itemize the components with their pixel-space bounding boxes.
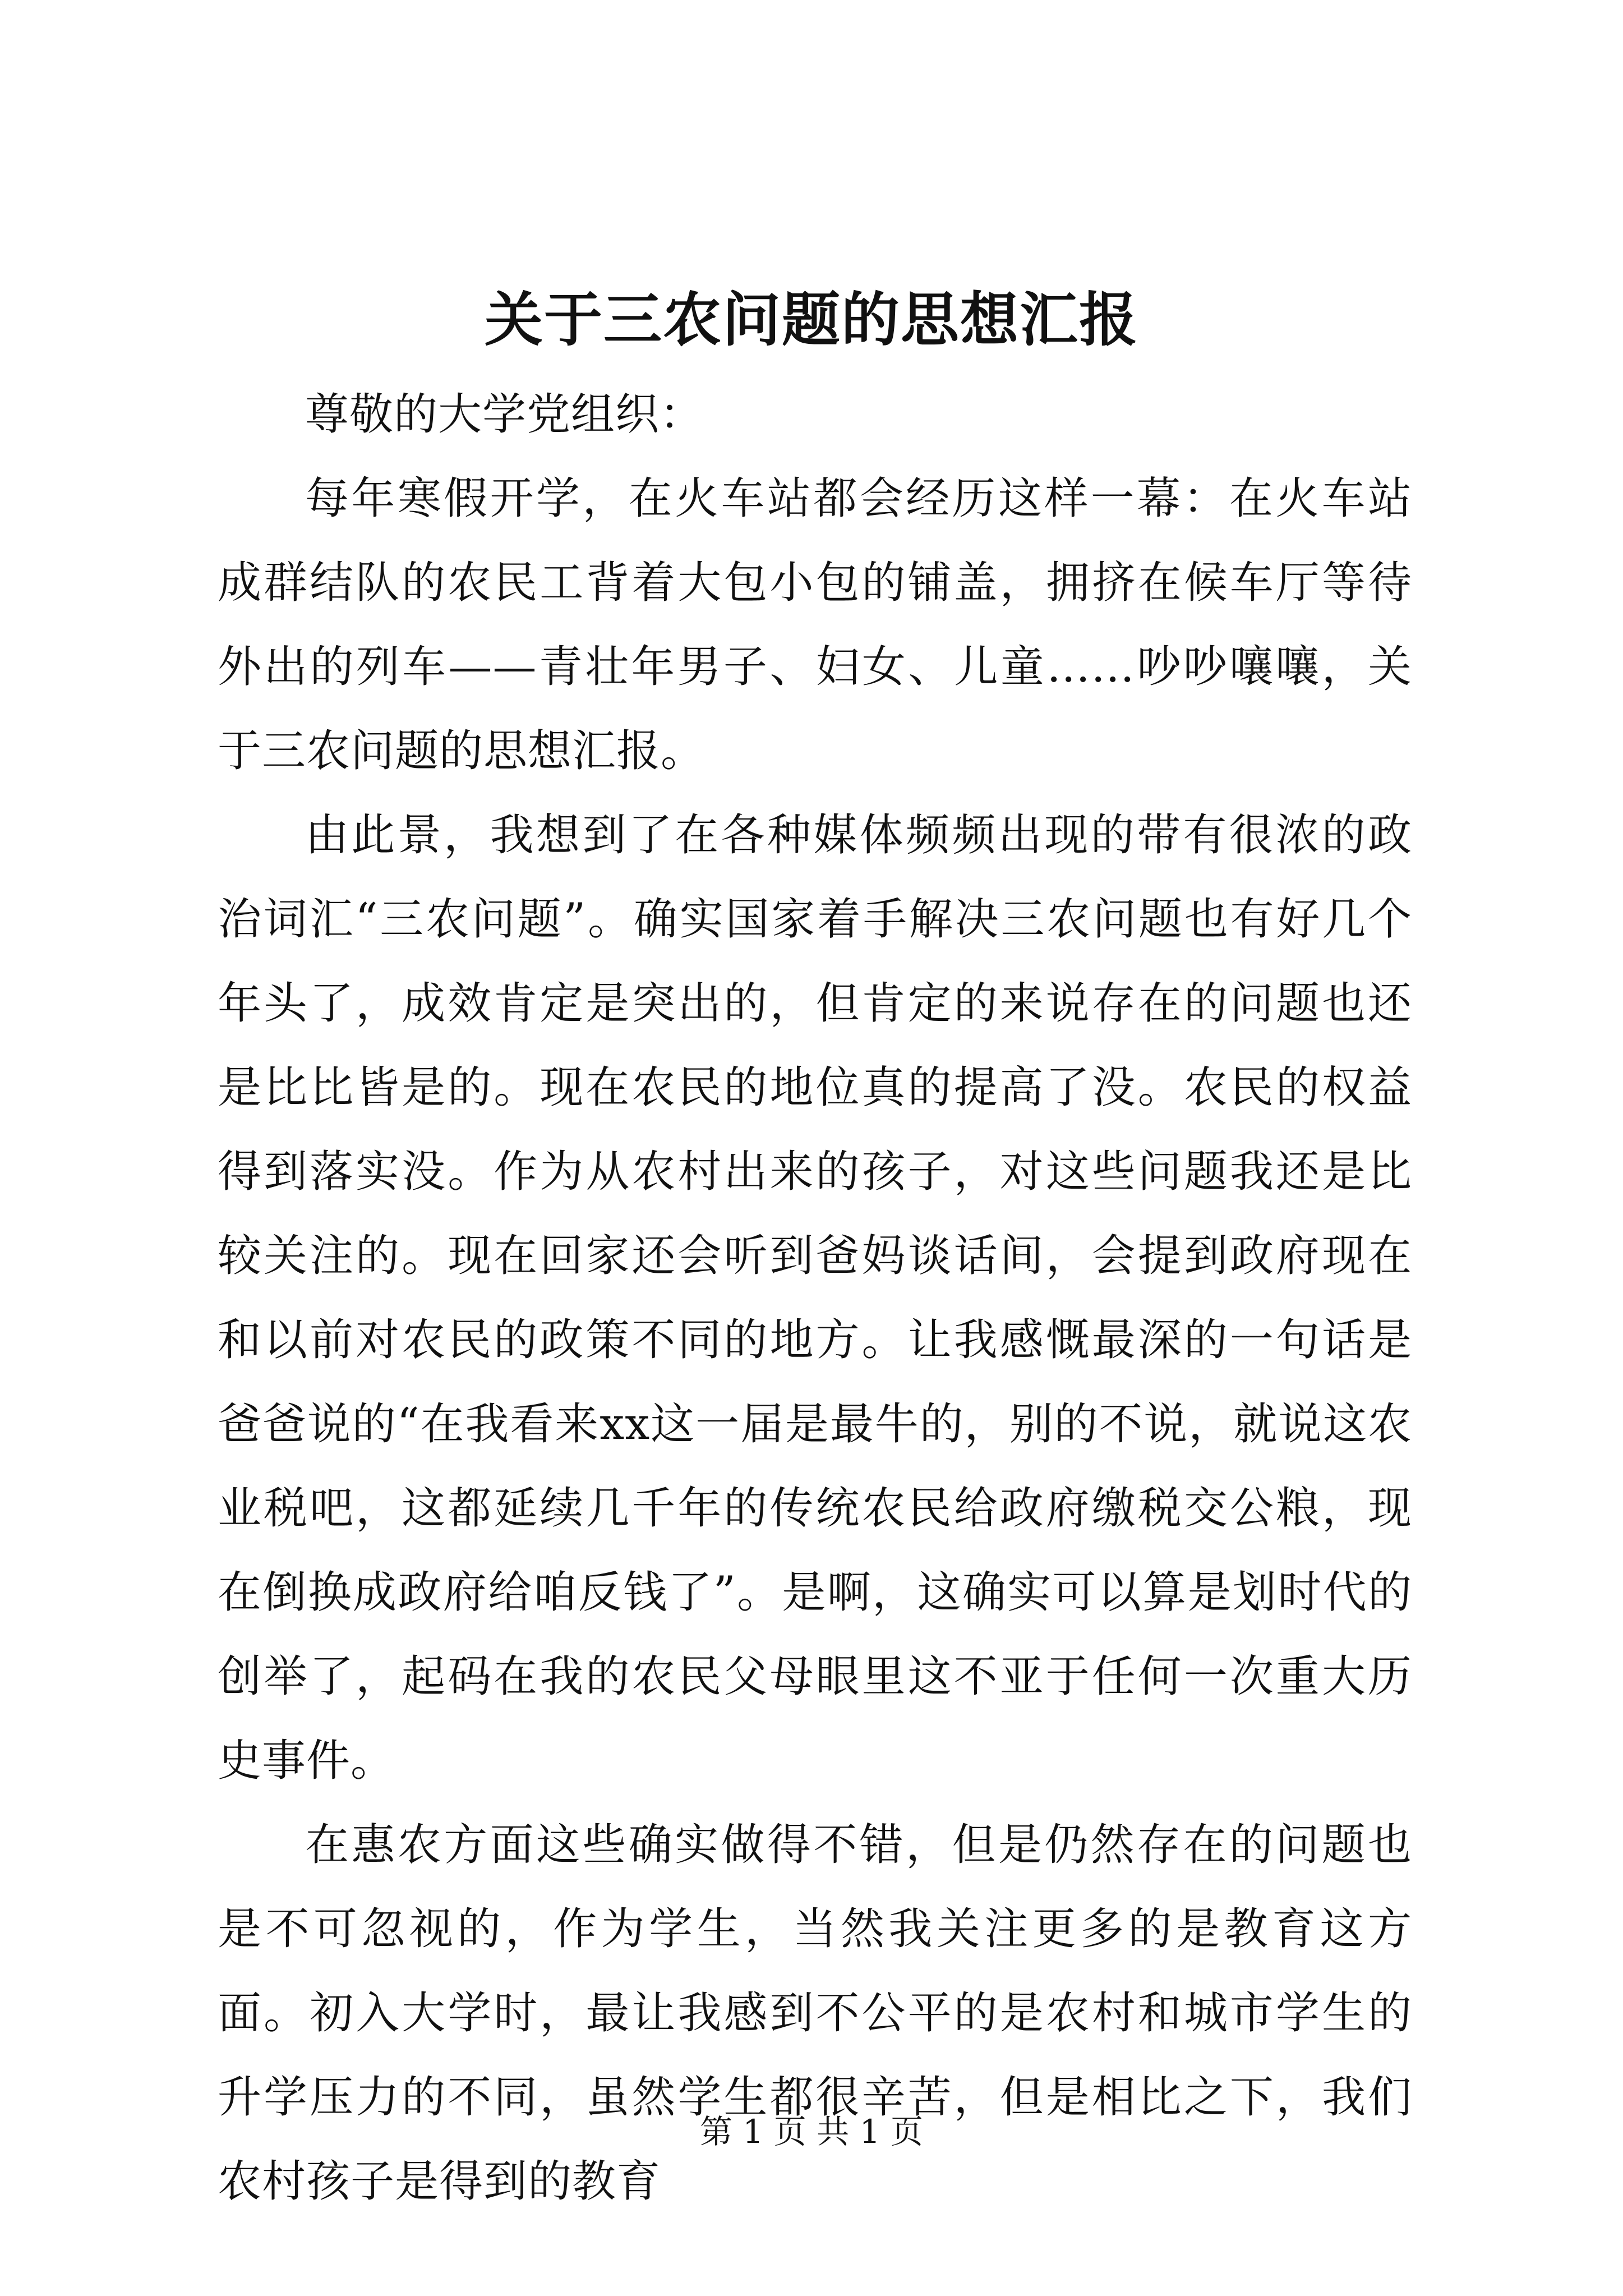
document-title: 关于三农问题的思想汇报	[484, 285, 1138, 354]
document-body	[218, 372, 1412, 2224]
body-paragraph-1: 每年寒假开学，在火车站都会经历这样一幕：在火车站成群结队的农民工背着大包小包的铺盖，拥挤在候车厅等待外出的列车——青壮年男子、妇女、儿童……吵吵嚷嚷，关于三农问题的思想汇报。	[218, 473, 1412, 776]
salutation-paragraph: 尊敬的大学党组织：	[305, 389, 704, 440]
body-paragraph-3: 在惠农方面这些确实做得不错，但是仍然存在的问题也是不可忽视的，作为学生，当然我关注更多的是教育这方面。初入大学时，最让我感到不公平的是农村和城市学生的升学压力的不同，虽然学生都很辛苦，但是相比之下，我们农村孩子是得到的教育	[218, 1820, 1412, 2207]
page-footer: 第 1 页 共 1 页	[700, 2113, 923, 2151]
body-paragraph-2: 由此景，我想到了在各种媒体频频出现的带有很浓的政治词汇“三农问题”。确实国家着手解决三农问题也有好几个年头了，成效肯定是突出的，但肯定的来说存在的问题也还是比比皆是的。现在农民的地位真的提高了没。农民的权益得到落实没。作为从农村出来的孩子，对这些问题我还是比较关注的。现在回家还会听到爸妈谈话间，会提到政府现在和以前对农民的政策不同的地方。让我感慨最深的一句话是爸爸说的“在我看来xx这一届是最牛的，别的不说，就说这农业税吧，这都延续几千年的传统农民给政府缴税交公粮，现在倒换成政府给咱反钱了”。是啊，这确实可以算是划时代的创举了，起码在我的农民父母眼里这不亚于任何一次重大历史事件。	[218, 810, 1412, 1786]
